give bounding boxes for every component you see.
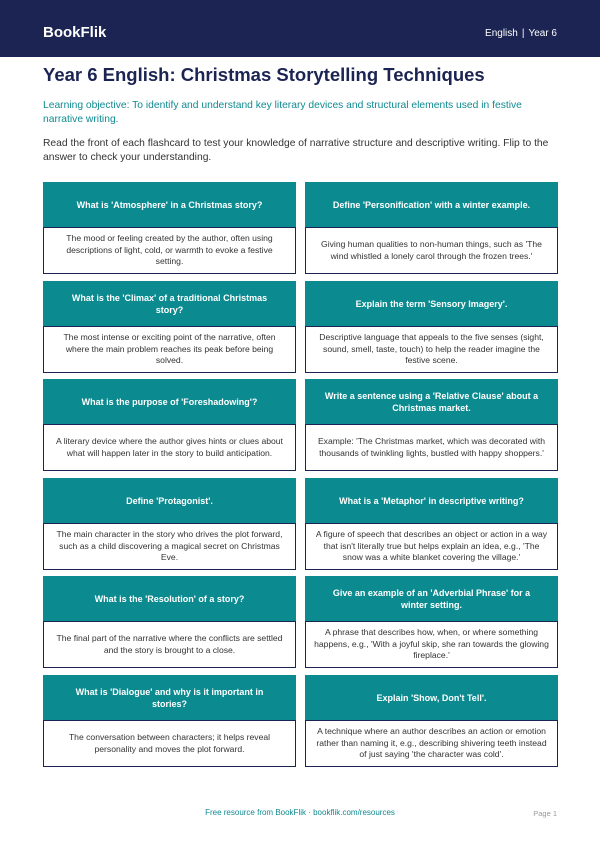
flashcard-question: What is 'Atmosphere' in a Christmas story? [43, 182, 296, 227]
flashcard-answer: The main character in the story who drives the plot forward, such as a child discovering a magical secret on Christmas Eve. [43, 523, 296, 570]
flashcard-question: What is the purpose of 'Foreshadowing'? [43, 379, 296, 424]
flashcard-answer: Descriptive language that appeals to the five senses (sight, sound, smell, taste, touch) to help the reader imagine the festive scene. [305, 326, 558, 373]
flashcard-question: Explain the term 'Sensory Imagery'. [305, 281, 558, 326]
flashcard[interactable] [305, 576, 558, 668]
flashcard[interactable] [43, 576, 296, 668]
flashcard[interactable] [43, 379, 296, 471]
footer-resource-link[interactable]: Free resource from BookFlik · bookflik.com/resources [205, 808, 395, 817]
flashcard-question: What is the 'Resolution' of a story? [43, 576, 296, 621]
flashcard-answer: The final part of the narrative where the conflicts are settled and the story is brought to a close. [43, 621, 296, 668]
flashcard-question: Explain 'Show, Don't Tell'. [305, 675, 558, 720]
flashcard-answer: A phrase that describes how, when, or where something happens, e.g., 'With a joyful skip, she ran towards the glowing fireplace.' [305, 621, 558, 668]
flashcard[interactable] [305, 182, 558, 274]
flashcard[interactable] [43, 182, 296, 274]
flashcard-question: What is the 'Climax' of a traditional Christmas story? [43, 281, 296, 326]
flashcard[interactable] [305, 675, 558, 767]
flashcard-answer: A literary device where the author gives hints or clues about what will happen later in the story to build anticipation. [43, 424, 296, 471]
page-number: Page 1 [533, 809, 557, 818]
breadcrumb-year[interactable]: Year 6 [528, 28, 557, 39]
flashcard-question: Give an example of an 'Adverbial Phrase' for a winter setting. [305, 576, 558, 621]
flashcard[interactable] [43, 675, 296, 767]
breadcrumb-subject[interactable]: English [485, 28, 518, 39]
page-title: Year 6 English: Christmas Storytelling Techniques [43, 64, 485, 85]
instructions-text: Read the front of each flashcard to test your knowledge of narrative structure and descriptive writing. Flip to the answer to check your understanding. [43, 138, 549, 163]
flashcard-question: Define 'Personification' with a winter example. [305, 182, 558, 227]
page-header [0, 0, 600, 57]
flashcard-answer: Example: 'The Christmas market, which was decorated with thousands of twinkling lights, bustled with happy shoppers.' [305, 424, 558, 471]
flashcard-question: What is 'Dialogue' and why is it important in stories? [43, 675, 296, 720]
flashcard[interactable] [305, 379, 558, 471]
flashcard-answer: A technique where an author describes an action or emotion rather than naming it, e.g., describing shivering teeth instead of just saying 'the character was cold'. [305, 720, 558, 767]
flashcard-answer: A figure of speech that describes an object or action in a way that isn't literally true but helps explain an idea, e.g., 'The snow was a white blanket covering the village.' [305, 523, 558, 570]
brand-logo-text[interactable]: BookFlik [43, 24, 107, 41]
flashcard[interactable] [305, 478, 558, 570]
flashcard-question: Write a sentence using a 'Relative Clause' about a Christmas market. [305, 379, 558, 424]
flashcard-answer: The mood or feeling created by the author, often using descriptions of light, cold, or warmth to evoke a festive setting. [43, 227, 296, 274]
flashcard-question: What is a 'Metaphor' in descriptive writing? [305, 478, 558, 523]
breadcrumb-separator: | [521, 28, 525, 39]
learning-objective: Learning objective: To identify and understand key literary devices and structural elements used in festive narrative writing. [43, 100, 522, 125]
flashcard[interactable] [305, 281, 558, 373]
flashcard-answer: The conversation between characters; it helps reveal personality and moves the plot forward. [43, 720, 296, 767]
flashcard-answer: Giving human qualities to non-human things, such as 'The wind whistled a lonely carol through the frozen trees.' [305, 227, 558, 274]
breadcrumb [485, 28, 557, 39]
flashcard[interactable] [43, 478, 296, 570]
flashcard[interactable] [43, 281, 296, 373]
flashcard-answer: The most intense or exciting point of the narrative, often where the main problem reaches its peak before being solved. [43, 326, 296, 373]
flashcard-question: Define 'Protagonist'. [43, 478, 296, 523]
